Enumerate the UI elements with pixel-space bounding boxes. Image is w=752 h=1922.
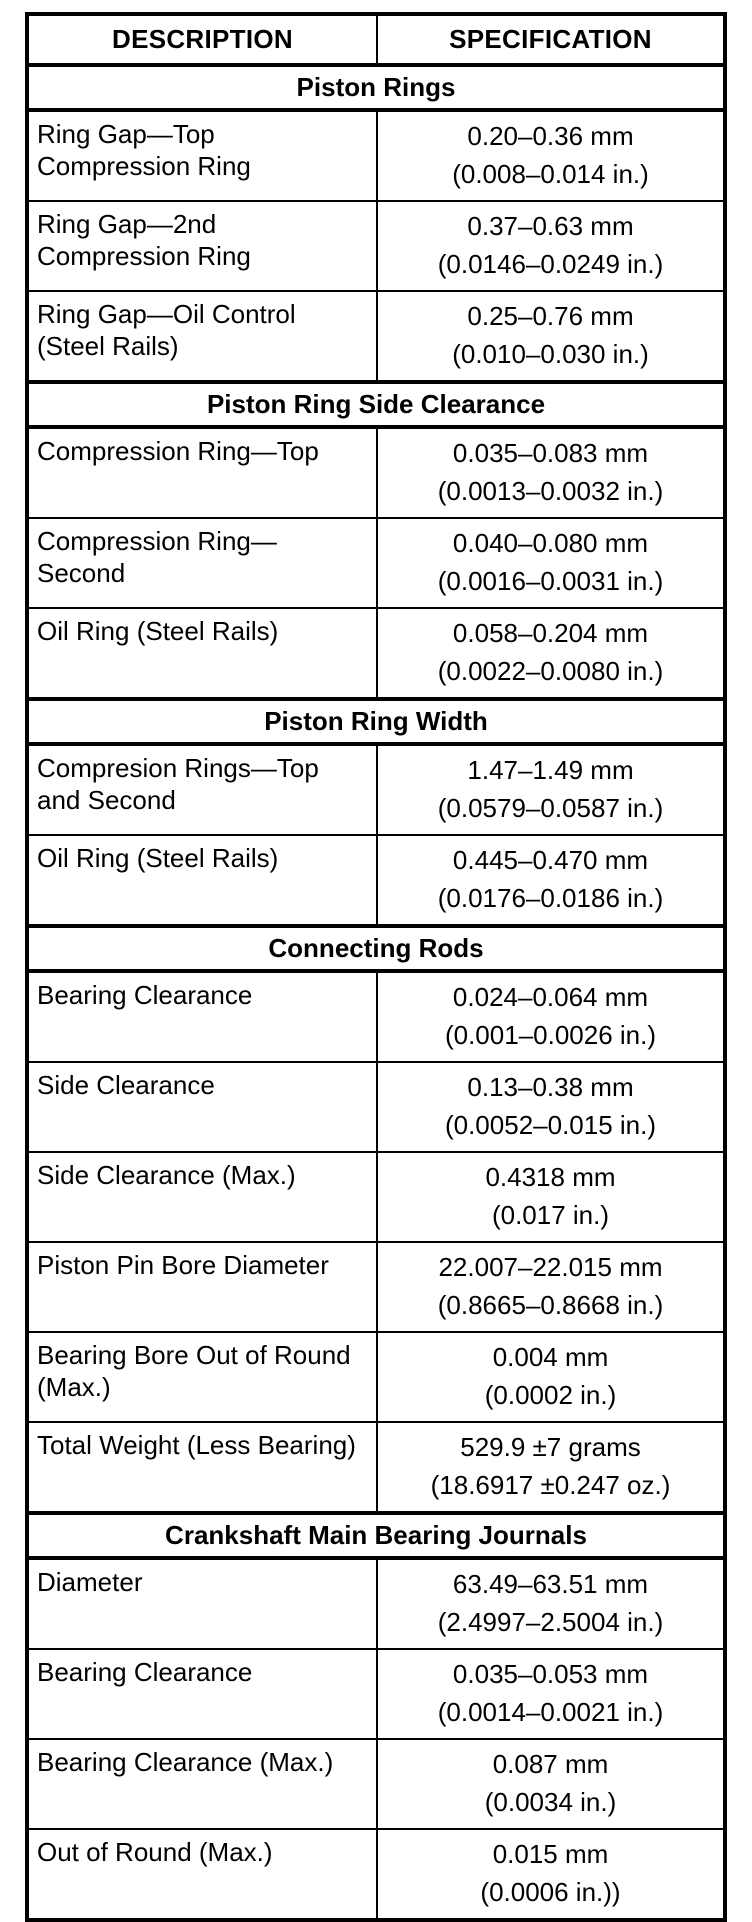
metric-value: 0.015 mm	[492, 1839, 609, 1869]
metric-value: 22.007–22.015 mm	[438, 1252, 663, 1282]
metric-value: 0.024–0.064 mm	[452, 982, 649, 1012]
section-header-row	[27, 1513, 725, 1558]
table-row	[27, 971, 725, 1062]
description-cell: Oil Ring (Steel Rails)	[27, 835, 377, 926]
header-specification: SPECIFICATION	[377, 14, 725, 65]
description-cell: Bearing Clearance (Max.)	[27, 1739, 377, 1829]
metric-value: 0.4318 mm	[485, 1162, 616, 1192]
description-cell: Side Clearance (Max.)	[27, 1152, 377, 1242]
description-cell: Ring Gap—Oil Control (Steel Rails)	[27, 291, 377, 382]
imperial-value: (0.0014–0.0021 in.)	[437, 1697, 664, 1727]
description-cell: Oil Ring (Steel Rails)	[27, 608, 377, 699]
description-cell: Bearing Clearance	[27, 1649, 377, 1739]
table-row	[27, 835, 725, 926]
imperial-value: (18.6917 ±0.247 oz.)	[430, 1470, 671, 1500]
description-cell: Total Weight (Less Bearing)	[27, 1422, 377, 1513]
imperial-value: (0.0146–0.0249 in.)	[437, 249, 664, 279]
specification-cell	[377, 1062, 725, 1152]
specification-cell	[377, 744, 725, 835]
section-title: Piston Ring Side Clearance	[27, 382, 725, 427]
specification-table	[25, 12, 727, 1922]
specification-cell	[377, 1558, 725, 1649]
metric-value: 63.49–63.51 mm	[452, 1569, 649, 1599]
specification-cell	[377, 427, 725, 518]
imperial-value: (0.0579–0.0587 in.)	[437, 793, 664, 823]
specification-cell	[377, 1739, 725, 1829]
table-row	[27, 1332, 725, 1422]
table-row	[27, 1242, 725, 1332]
metric-value: 0.058–0.204 mm	[452, 618, 649, 648]
table-row	[27, 1558, 725, 1649]
table-row	[27, 291, 725, 382]
table-row	[27, 201, 725, 291]
description-cell: Ring Gap—2nd Compression Ring	[27, 201, 377, 291]
section-title: Piston Ring Width	[27, 699, 725, 744]
section-header-row	[27, 926, 725, 971]
description-cell: Compresion Rings—Top and Second	[27, 744, 377, 835]
section-header-row	[27, 65, 725, 110]
imperial-value: (0.8665–0.8668 in.)	[437, 1290, 664, 1320]
table-row	[27, 1152, 725, 1242]
table-row	[27, 1062, 725, 1152]
description-cell: Out of Round (Max.)	[27, 1829, 377, 1920]
table-row	[27, 1649, 725, 1739]
description-cell: Diameter	[27, 1558, 377, 1649]
table-row	[27, 1422, 725, 1513]
specification-cell	[377, 1332, 725, 1422]
header-row	[27, 14, 725, 65]
metric-value: 529.9 ±7 grams	[460, 1432, 641, 1462]
imperial-value: (0.017 in.)	[491, 1200, 610, 1230]
section-title: Piston Rings	[27, 65, 725, 110]
specification-cell	[377, 971, 725, 1062]
specification-cell	[377, 291, 725, 382]
metric-value: 1.47–1.49 mm	[467, 755, 634, 785]
table-row	[27, 427, 725, 518]
description-cell: Piston Pin Bore Diameter	[27, 1242, 377, 1332]
section-header-row	[27, 699, 725, 744]
section-title: Crankshaft Main Bearing Journals	[27, 1513, 725, 1558]
header-description: DESCRIPTION	[27, 14, 377, 65]
imperial-value: (2.4997–2.5004 in.)	[437, 1607, 664, 1637]
description-cell: Compression Ring— Second	[27, 518, 377, 608]
metric-value: 0.445–0.470 mm	[452, 845, 649, 875]
description-cell: Ring Gap—Top Compression Ring	[27, 110, 377, 201]
imperial-value: (0.0052–0.015 in.)	[444, 1110, 657, 1140]
description-cell: Side Clearance	[27, 1062, 377, 1152]
metric-value: 0.004 mm	[492, 1342, 609, 1372]
specification-cell	[377, 835, 725, 926]
section-title: Connecting Rods	[27, 926, 725, 971]
table-row	[27, 518, 725, 608]
description-cell: Bearing Bore Out of Round (Max.)	[27, 1332, 377, 1422]
section-header-row	[27, 382, 725, 427]
specification-cell	[377, 1422, 725, 1513]
table-row	[27, 1829, 725, 1920]
imperial-value: (0.0016–0.0031 in.)	[437, 566, 664, 596]
imperial-value: (0.008–0.014 in.)	[452, 159, 649, 189]
metric-value: 0.25–0.76 mm	[467, 301, 634, 331]
table-row	[27, 1739, 725, 1829]
metric-value: 0.035–0.083 mm	[452, 438, 649, 468]
metric-value: 0.20–0.36 mm	[467, 121, 634, 151]
specification-cell	[377, 608, 725, 699]
specification-cell	[377, 1152, 725, 1242]
metric-value: 0.040–0.080 mm	[452, 528, 649, 558]
description-cell: Bearing Clearance	[27, 971, 377, 1062]
imperial-value: (0.001–0.0026 in.)	[444, 1020, 657, 1050]
imperial-value: (0.0022–0.0080 in.)	[437, 656, 664, 686]
imperial-value: (0.0013–0.0032 in.)	[437, 476, 664, 506]
specification-cell	[377, 1649, 725, 1739]
imperial-value: (0.0006 in.))	[480, 1877, 621, 1907]
specification-cell	[377, 1242, 725, 1332]
imperial-value: (0.010–0.030 in.)	[452, 339, 649, 369]
table-row	[27, 110, 725, 201]
table-row	[27, 608, 725, 699]
metric-value: 0.035–0.053 mm	[452, 1659, 649, 1689]
table-row	[27, 744, 725, 835]
specification-cell	[377, 110, 725, 201]
specification-cell	[377, 1829, 725, 1920]
imperial-value: (0.0034 in.)	[484, 1787, 617, 1817]
imperial-value: (0.0002 in.)	[484, 1380, 617, 1410]
metric-value: 0.37–0.63 mm	[467, 211, 634, 241]
metric-value: 0.087 mm	[492, 1749, 609, 1779]
table-body	[27, 65, 725, 1920]
description-cell: Compression Ring—Top	[27, 427, 377, 518]
imperial-value: (0.0176–0.0186 in.)	[437, 883, 664, 913]
specification-cell	[377, 518, 725, 608]
metric-value: 0.13–0.38 mm	[467, 1072, 634, 1102]
specification-cell	[377, 201, 725, 291]
